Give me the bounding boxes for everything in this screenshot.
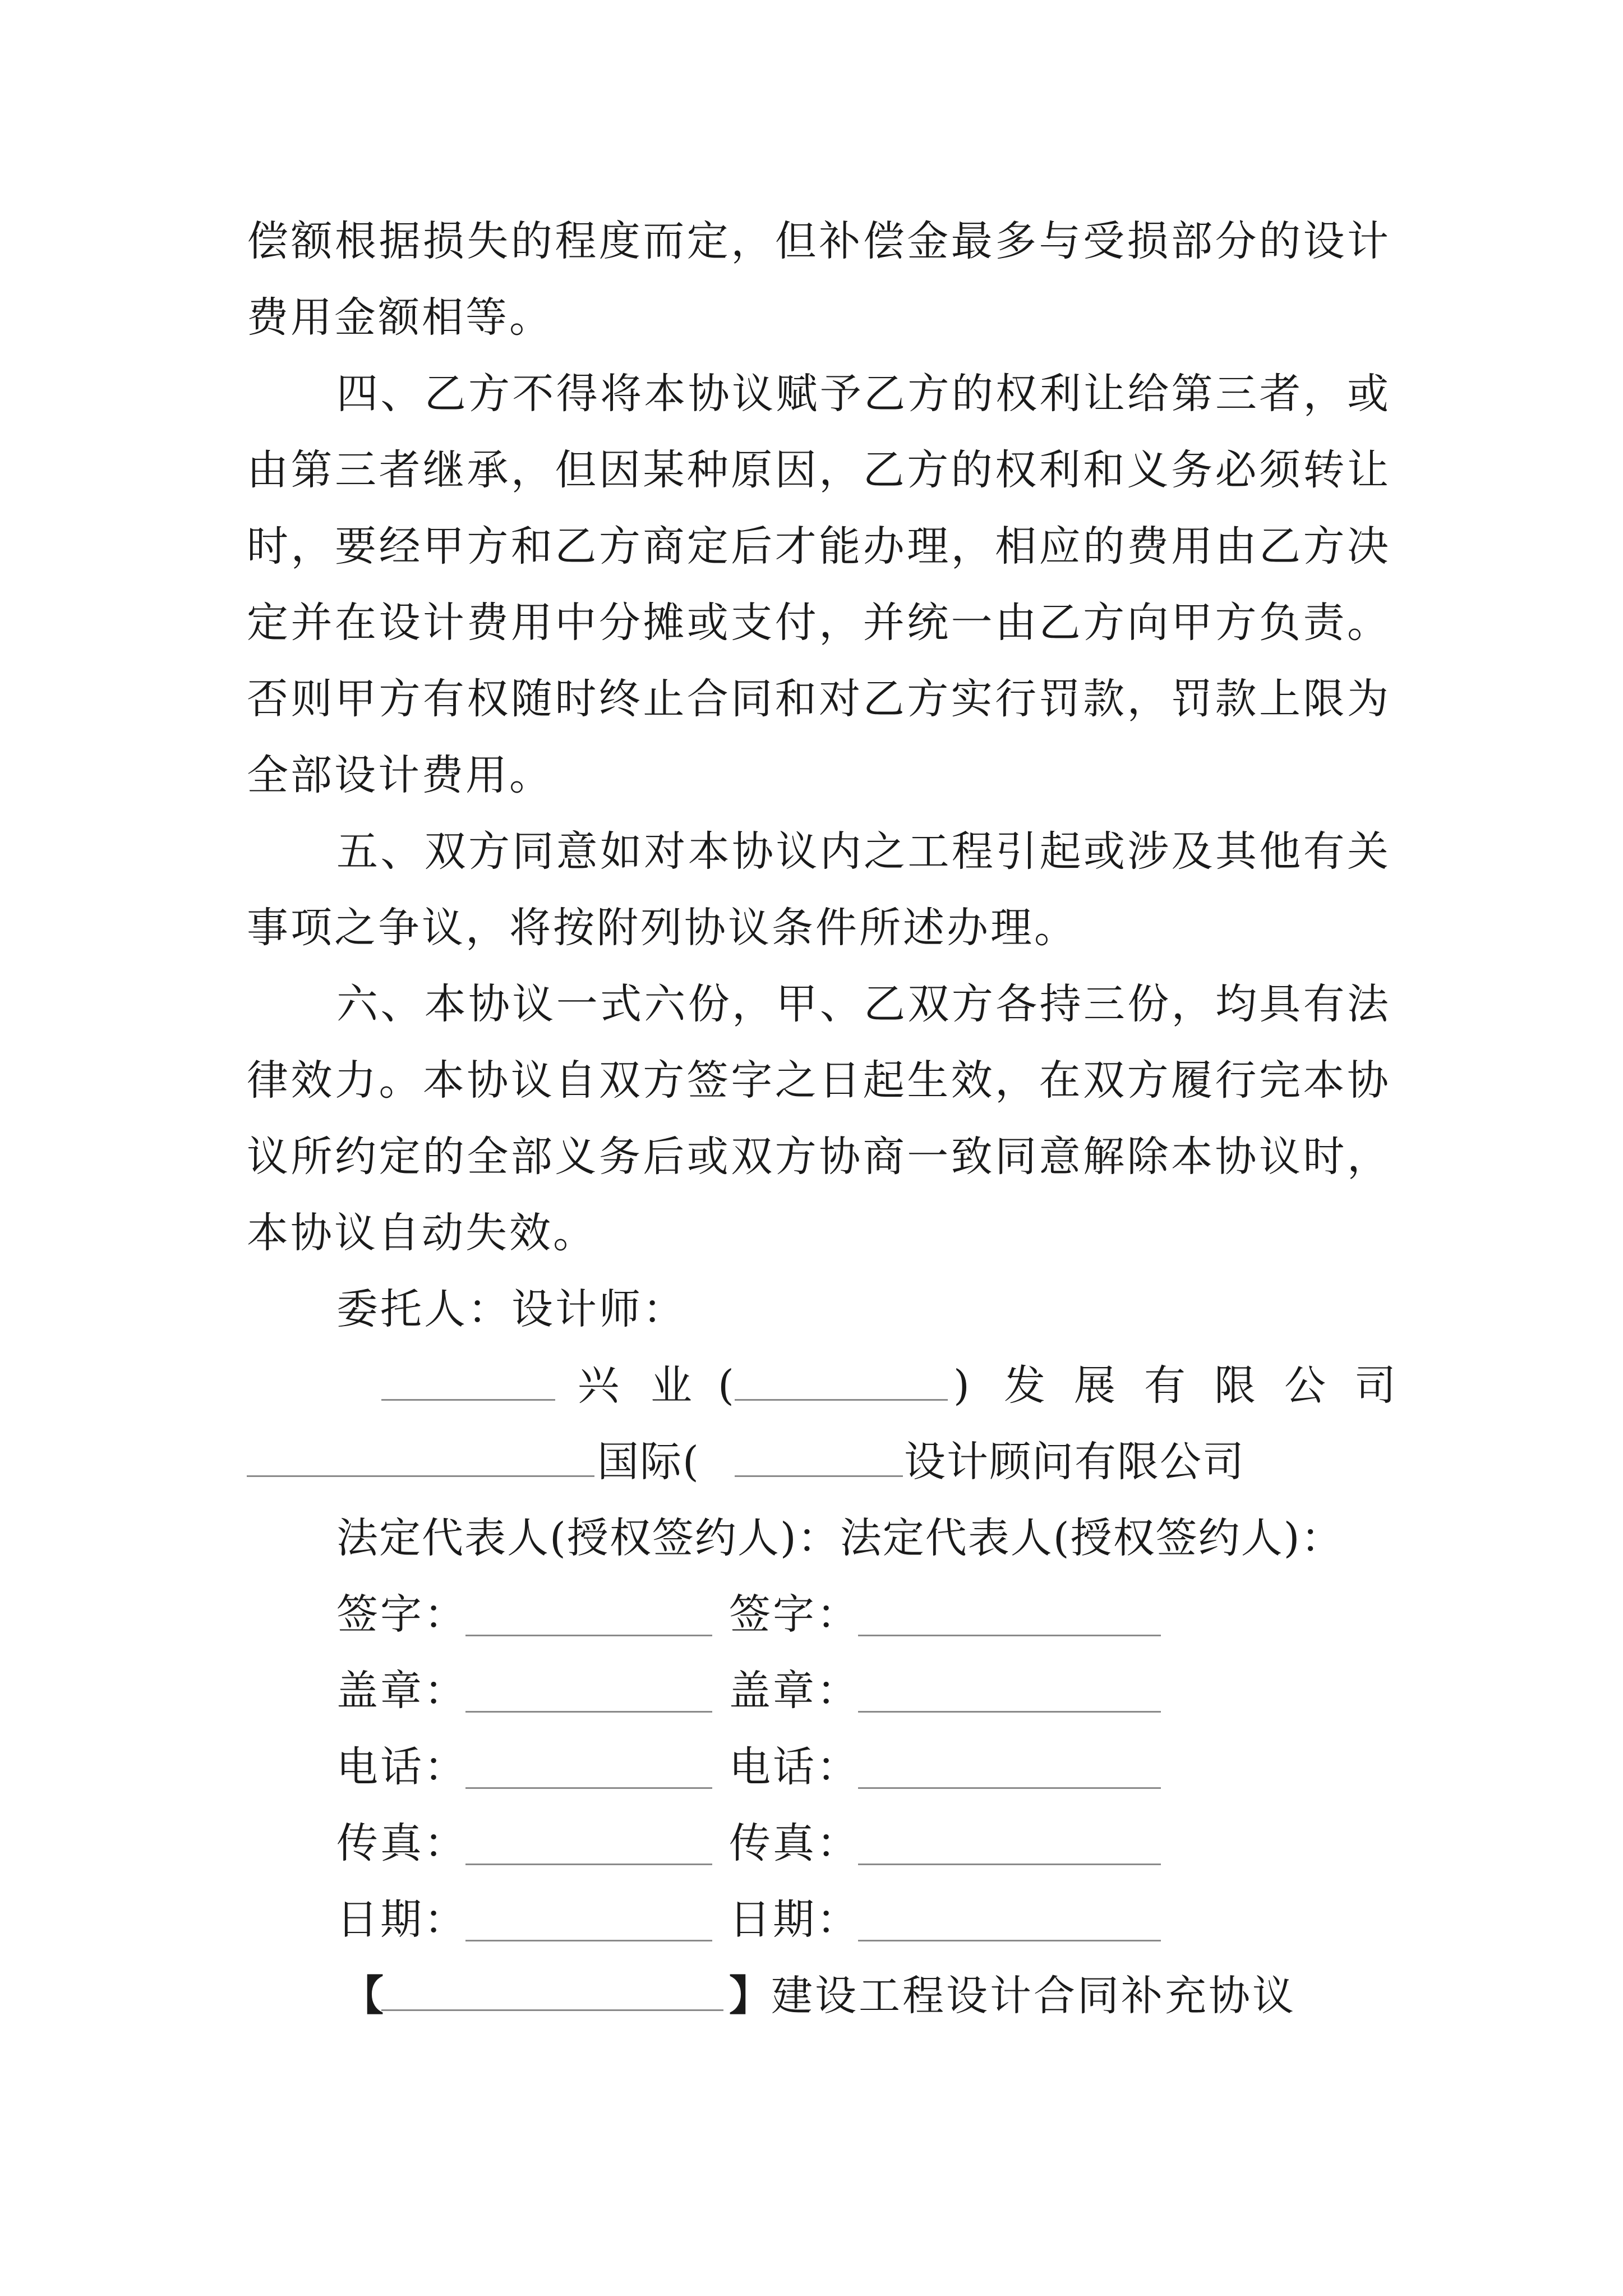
field-label-right: 传真： (729, 1819, 860, 1867)
company-a-char: ) (953, 1361, 970, 1410)
field-label-left: 签字： (336, 1590, 468, 1639)
field-label-right: 签字： (729, 1590, 860, 1639)
paragraph-line: 律效力。本协议自双方签字之日起生效，在双方履行完本协 (247, 1056, 1391, 1105)
paragraph-line: 本协议自动失效。 (247, 1209, 597, 1257)
field-blank-right[interactable] (858, 1593, 1161, 1636)
company-b-part2: 设计顾问有限公司 (904, 1438, 1245, 1486)
field-label-left: 电话： (336, 1743, 468, 1791)
paragraph-line: 议所约定的全部义务后或双方协商一致同意解除本协议时， (247, 1133, 1391, 1181)
date-field-row (336, 1892, 1178, 1948)
company-a-char: ( (718, 1361, 734, 1410)
field-label-right: 日期： (729, 1895, 860, 1944)
paragraph-line: 定并在设计费用中分摊或支付，并统一由乙方向甲方负责。 (247, 599, 1391, 647)
field-blank-left[interactable] (465, 1746, 712, 1789)
parties-line: 委托人：设计师： (336, 1285, 686, 1333)
phone-field-row (336, 1739, 1178, 1795)
paragraph-line: 六、本协议一式六份，甲、乙双方各持三份，均具有法 (336, 980, 1391, 1028)
field-blank-left[interactable] (465, 1593, 712, 1636)
company-a-line (0, 1358, 1623, 1414)
paragraph-line: 费用金额相等。 (247, 293, 553, 342)
field-blank-right[interactable] (858, 1822, 1161, 1865)
company-a-char: 有 (1144, 1361, 1186, 1410)
field-blank-left[interactable] (465, 1898, 712, 1941)
title-text: 建设工程设计合同补充协议 (771, 1972, 1296, 2020)
fax-field-row (336, 1815, 1178, 1871)
title-close-bracket: 】 (729, 1972, 771, 2020)
paragraph-line: 偿额根据损失的程度而定，但补偿金最多与受损部分的设计 (247, 217, 1391, 265)
paragraph-line: 事项之争议，将按附列协议条件所述办理。 (247, 904, 1078, 952)
company-a-blank-1 (381, 1358, 555, 1401)
paragraph-line: 否则甲方有权随时终止合同和对乙方实行罚款，罚款上限为 (247, 675, 1391, 723)
company-b-blank-2 (735, 1434, 903, 1477)
field-label-right: 电话： (729, 1743, 860, 1791)
company-a-char: 展 (1074, 1361, 1115, 1410)
field-blank-right[interactable] (858, 1898, 1161, 1941)
field-blank-left[interactable] (465, 1669, 712, 1713)
company-a-char: 发 (1004, 1361, 1045, 1410)
field-blank-right[interactable] (858, 1746, 1161, 1789)
seal-field-row (336, 1663, 1178, 1719)
company-b-line (0, 1434, 1623, 1490)
paragraph-line: 由第三者继承，但因某种原因，乙方的权利和义务必须转让 (247, 446, 1391, 494)
next-title-line (0, 1968, 1623, 2024)
paragraph-line: 四、乙方不得将本协议赋予乙方的权利让给第三者，或 (336, 370, 1391, 418)
company-a-char: 业 (651, 1361, 692, 1410)
field-label-right: 盖章： (729, 1667, 860, 1715)
field-label-left: 传真： (336, 1819, 468, 1867)
paragraph-line: 五、双方同意如对本协议内之工程引起或涉及其他有关 (336, 827, 1391, 876)
company-b-blank-1 (247, 1434, 594, 1477)
company-a-char: 司 (1354, 1361, 1396, 1410)
title-open-bracket: 【 (342, 1972, 384, 2020)
representative-line: 法定代表人(授权签约人)：法定代表人(授权签约人)： (336, 1514, 1344, 1562)
paragraph-line: 全部设计费用。 (247, 751, 553, 799)
field-blank-right[interactable] (858, 1669, 1161, 1713)
field-label-left: 盖章： (336, 1667, 468, 1715)
company-a-char: 兴 (578, 1361, 619, 1410)
field-blank-left[interactable] (465, 1822, 712, 1865)
signature-field-row (336, 1586, 1178, 1642)
title-blank[interactable] (381, 1968, 723, 2011)
paragraph-line: 时，要经甲方和乙方商定后才能办理，相应的费用由乙方决 (247, 522, 1391, 570)
field-label-left: 日期： (336, 1895, 468, 1944)
company-a-blank-2 (735, 1358, 948, 1401)
company-a-char: 限 (1214, 1361, 1256, 1410)
company-b-part1: 国际( (597, 1438, 700, 1486)
company-a-char: 公 (1284, 1361, 1326, 1410)
